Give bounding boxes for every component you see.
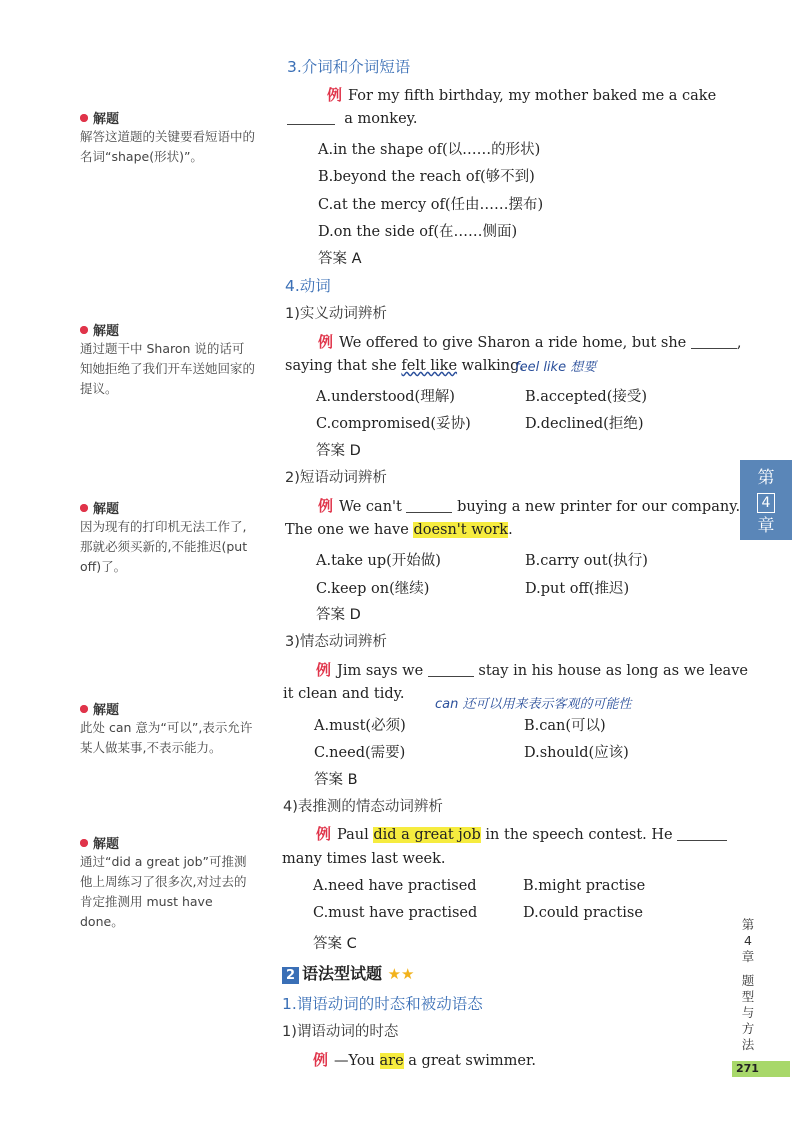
option: B.carry out(执行) bbox=[525, 553, 648, 569]
option: D.should(应该) bbox=[524, 745, 629, 761]
option: C.at the mercy of(任由……摆布) bbox=[318, 197, 544, 213]
answer-blank bbox=[691, 347, 737, 349]
handwritten-note: can 还可以用来表示客观的可能性 bbox=[435, 697, 632, 712]
section-heading: 3.介词和介词短语 bbox=[287, 58, 411, 76]
subsection-heading: 4)表推测的情态动词辨析 bbox=[283, 799, 443, 815]
example-label: 例 bbox=[313, 1051, 329, 1069]
side-char: 法 bbox=[741, 1037, 755, 1052]
question-text: We can't bbox=[339, 499, 402, 515]
answer: 答案 C bbox=[313, 936, 357, 952]
chapter-tab-bottom: 章 bbox=[757, 516, 775, 536]
answer-blank bbox=[428, 675, 474, 677]
question-text: —You bbox=[334, 1053, 375, 1069]
question-text: . bbox=[508, 522, 513, 538]
option: D.declined(拒绝) bbox=[525, 416, 644, 432]
answer: 答案 A bbox=[318, 251, 362, 267]
note-title: 解题 bbox=[93, 502, 120, 517]
note-title: 解题 bbox=[93, 837, 120, 852]
side-char: 题 bbox=[741, 973, 755, 988]
bullet-icon bbox=[80, 705, 88, 713]
question-line bbox=[285, 522, 513, 538]
section-heading: 1.谓语动词的时态和被动语态 bbox=[282, 995, 483, 1013]
option: A.in the shape of(以……的形状) bbox=[318, 142, 541, 158]
question-line: many times last week. bbox=[282, 851, 446, 867]
note-body: 通过题干中 Sharon 说的话可知她拒绝了我们开车送她回家的提议。 bbox=[80, 341, 256, 396]
question-text: walking. bbox=[461, 358, 525, 374]
question-line bbox=[316, 823, 727, 844]
side-char: 方 bbox=[741, 1021, 755, 1036]
page-number: 271 bbox=[732, 1061, 790, 1077]
question-line bbox=[285, 358, 524, 374]
question-line bbox=[316, 659, 748, 680]
chapter-tab-number: 4 bbox=[757, 493, 775, 513]
answer-blank bbox=[287, 123, 335, 125]
question-text: saying that she bbox=[285, 358, 397, 374]
option: A.need have practised bbox=[313, 878, 477, 894]
example-label: 例 bbox=[316, 661, 332, 679]
option: D.on the side of(在……侧面) bbox=[318, 224, 518, 240]
part-heading bbox=[282, 961, 415, 984]
option: B.can(可以) bbox=[524, 718, 606, 734]
example-label: 例 bbox=[327, 86, 343, 104]
option: C.keep on(继续) bbox=[316, 581, 430, 597]
option: C.need(需要) bbox=[314, 745, 406, 761]
question-text: We offered to give Sharon a ride home, but she bbox=[339, 335, 687, 351]
side-spacer bbox=[740, 965, 756, 973]
answer: 答案 D bbox=[316, 443, 361, 459]
bullet-icon bbox=[80, 326, 88, 334]
example-label: 例 bbox=[318, 497, 334, 515]
question-line bbox=[313, 1049, 536, 1070]
question-line: it clean and tidy. bbox=[283, 686, 405, 702]
answer: 答案 B bbox=[314, 772, 358, 788]
answer-blank bbox=[677, 839, 727, 841]
highlighted-phrase: did a great job bbox=[373, 827, 481, 843]
question-line bbox=[287, 111, 418, 127]
option: A.take up(开始做) bbox=[316, 553, 441, 569]
note-5 bbox=[80, 833, 255, 932]
subsection-heading: 3)情态动词辨析 bbox=[285, 634, 387, 650]
note-body: 解答这道题的关键要看短语中的名词“shape(形状)”。 bbox=[80, 129, 256, 164]
underlined-phrase: felt like bbox=[401, 358, 458, 374]
option: C.compromised(妥协) bbox=[316, 416, 471, 432]
star-icon: ★★ bbox=[387, 965, 415, 983]
example-label: 例 bbox=[318, 333, 334, 351]
subsection-heading: 1)谓语动词的时态 bbox=[282, 1024, 399, 1040]
note-title: 解题 bbox=[93, 324, 120, 339]
question-text: a monkey. bbox=[344, 111, 418, 127]
question-text: a great swimmer. bbox=[408, 1053, 536, 1069]
bullet-icon bbox=[80, 839, 88, 847]
section-heading: 4.动词 bbox=[285, 277, 331, 295]
side-char: 第 bbox=[741, 917, 755, 932]
part-number-badge: 2 bbox=[282, 967, 299, 984]
note-3 bbox=[80, 498, 255, 577]
question-text: Paul bbox=[337, 827, 369, 843]
option: B.accepted(接受) bbox=[525, 389, 648, 405]
side-char: 型 bbox=[741, 989, 755, 1004]
note-title: 解题 bbox=[93, 703, 120, 718]
question-text: buying a new printer for our company. bbox=[457, 499, 741, 515]
side-char: 4 bbox=[744, 933, 752, 948]
handwritten-note: feel like 想要 bbox=[515, 360, 597, 375]
question-text: The one we have bbox=[285, 522, 409, 538]
side-chapter-label bbox=[740, 917, 756, 1053]
option: B.might practise bbox=[523, 878, 646, 894]
note-2 bbox=[80, 320, 255, 399]
note-body: 此处 can 意为“可以”,表示允许某人做某事,不表示能力。 bbox=[80, 720, 253, 755]
answer: 答案 D bbox=[316, 607, 361, 623]
subsection-heading: 2)短语动词辨析 bbox=[285, 470, 387, 486]
example-label: 例 bbox=[316, 825, 332, 843]
note-body: 通过“did a great job”可推测他上周练习了很多次,对过去的肯定推测用 must have done。 bbox=[80, 854, 247, 929]
question-text: stay in his house as long as we leave bbox=[478, 663, 748, 679]
option: B.beyond the reach of(够不到) bbox=[318, 169, 535, 185]
note-body: 因为现有的打印机无法工作了,那就必须买新的,不能推迟(put off)了。 bbox=[80, 519, 248, 574]
option: C.must have practised bbox=[313, 905, 478, 921]
question-text: , bbox=[736, 335, 742, 351]
side-char: 章 bbox=[741, 949, 755, 964]
question-text: in the speech contest. He bbox=[485, 827, 673, 843]
answer-blank bbox=[406, 511, 452, 513]
option: A.understood(理解) bbox=[316, 389, 455, 405]
subsection-heading: 1)实义动词辨析 bbox=[285, 306, 387, 322]
highlighted-phrase: doesn't work bbox=[413, 522, 509, 538]
option: D.could practise bbox=[523, 905, 643, 921]
bullet-icon bbox=[80, 114, 88, 122]
note-1 bbox=[80, 108, 255, 167]
highlighted-phrase: are bbox=[379, 1053, 404, 1069]
option: D.put off(推迟) bbox=[525, 581, 630, 597]
question-line bbox=[318, 331, 741, 352]
note-4 bbox=[80, 699, 255, 758]
question-line bbox=[318, 495, 740, 516]
note-title: 解题 bbox=[93, 112, 120, 127]
chapter-tab-top: 第 bbox=[757, 468, 775, 488]
question-text: Jim says we bbox=[337, 663, 424, 679]
chapter-tab bbox=[740, 460, 792, 540]
bullet-icon bbox=[80, 504, 88, 512]
part-title: 语法型试题 bbox=[302, 964, 383, 983]
side-char: 与 bbox=[741, 1005, 755, 1020]
question-line bbox=[327, 84, 716, 105]
option: A.must(必须) bbox=[314, 718, 406, 734]
question-text: For my fifth birthday, my mother baked me a cake bbox=[348, 88, 717, 104]
